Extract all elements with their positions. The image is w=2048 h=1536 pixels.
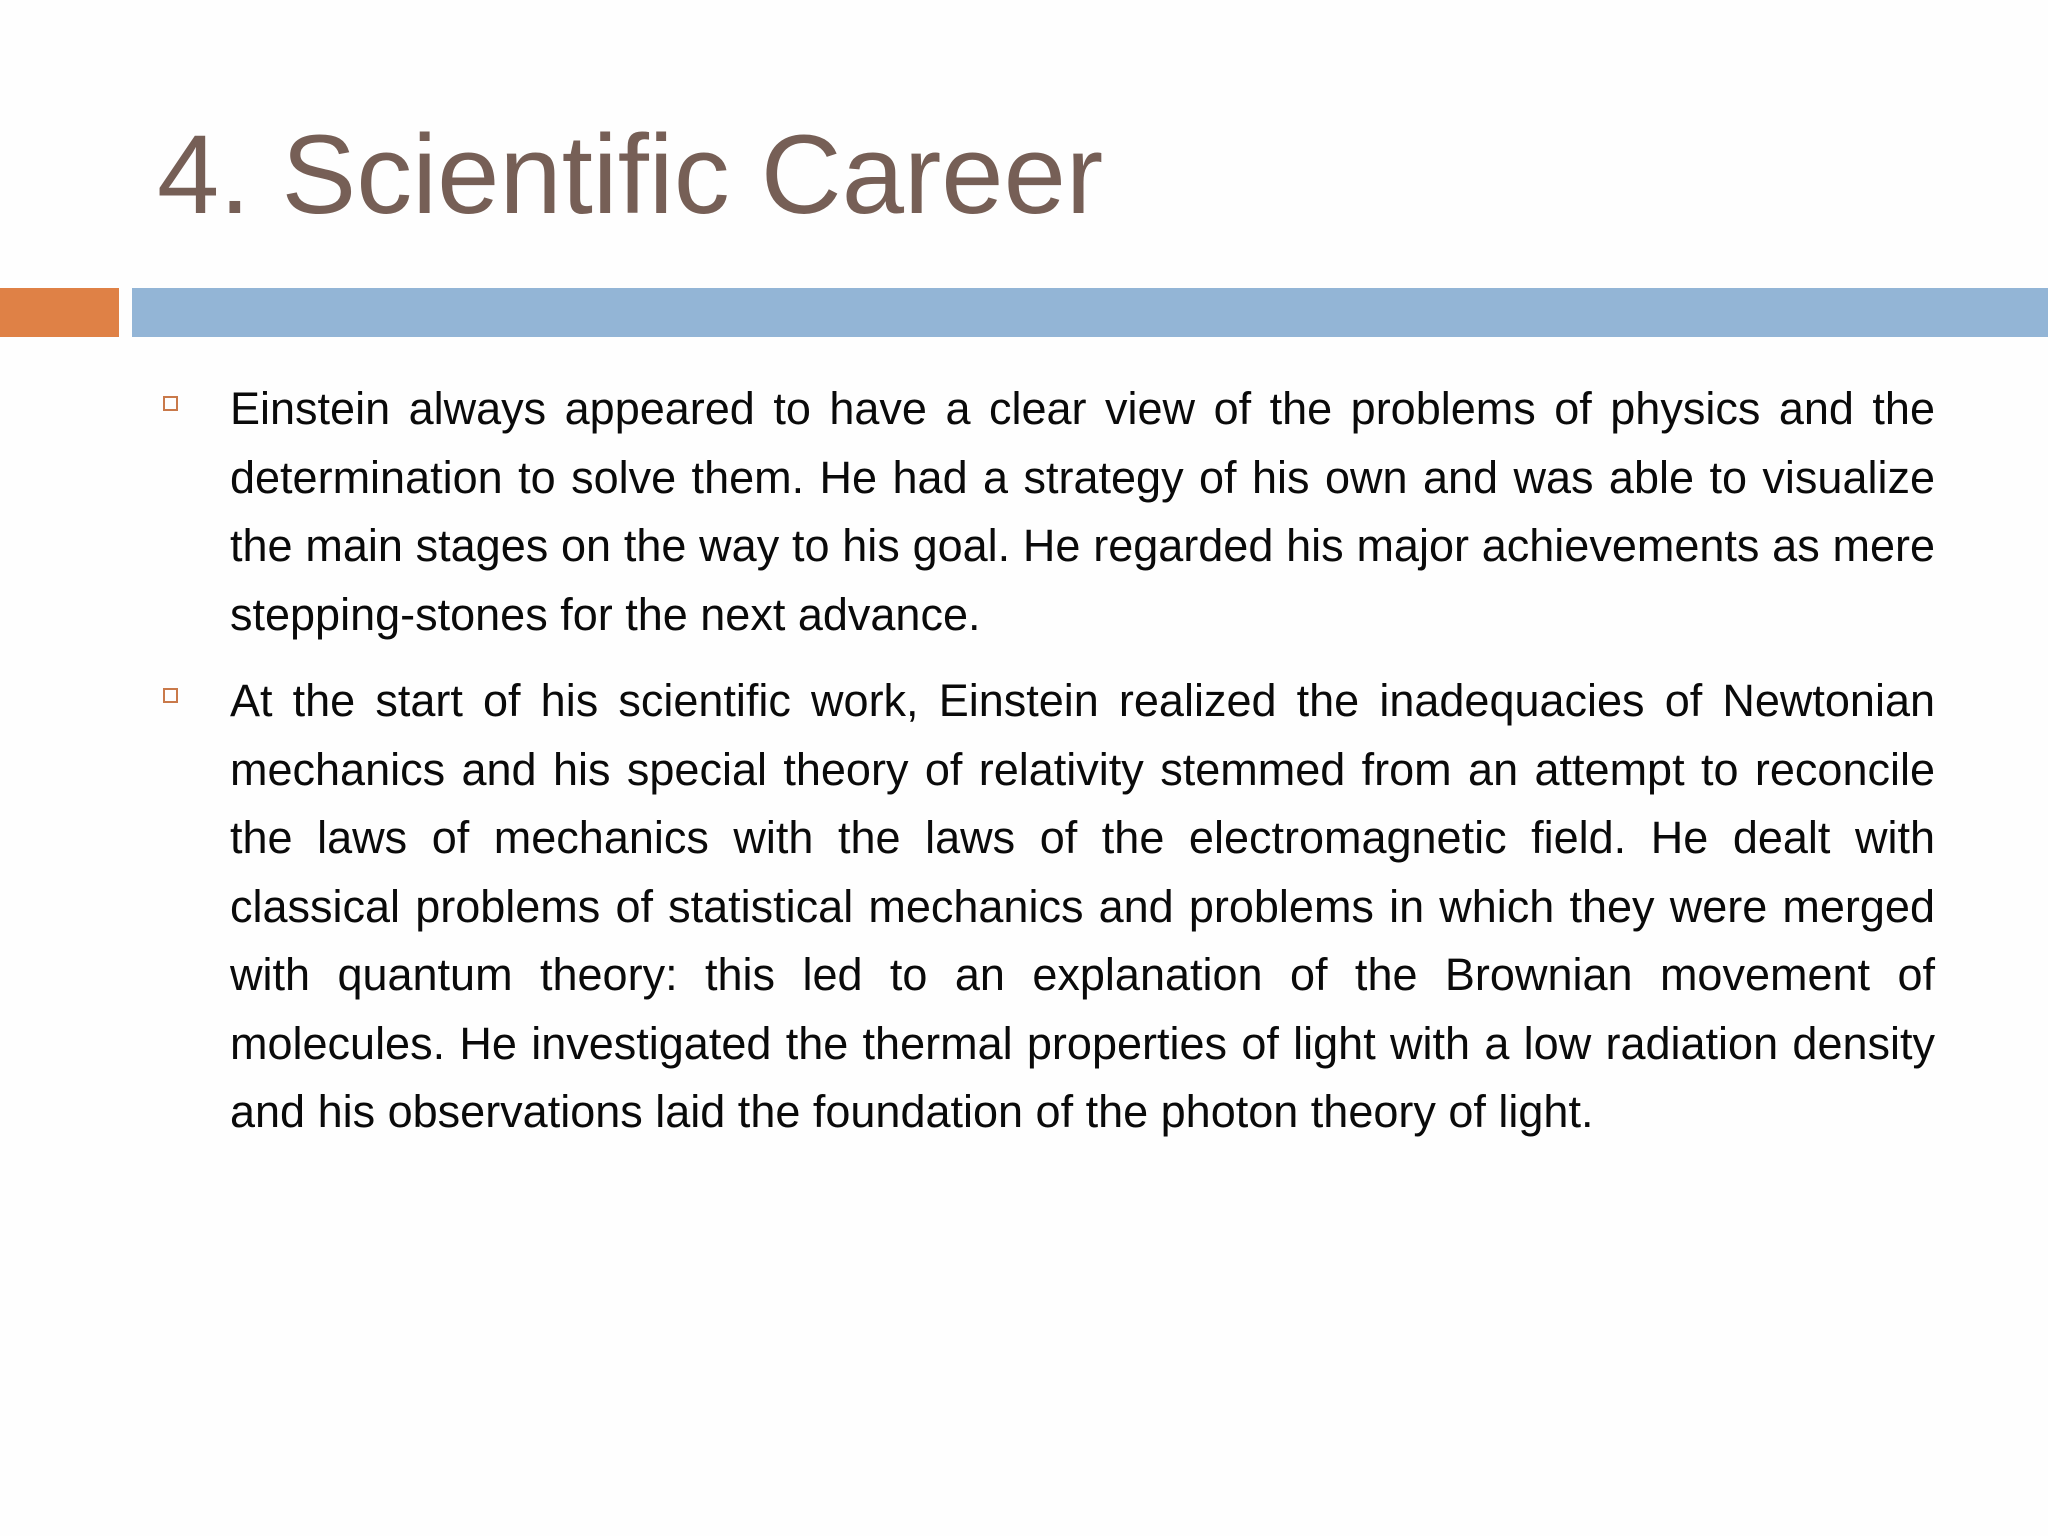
bullet-item: [157, 375, 1935, 649]
hollow-square-bullet-icon: [163, 396, 178, 411]
accent-bar-blue: [132, 288, 2048, 337]
bullet-item: [157, 667, 1935, 1147]
hollow-square-bullet-icon: [163, 688, 178, 703]
bullet-list: [157, 375, 1935, 1165]
slide-title: 4. Scientific Career: [157, 112, 1104, 237]
accent-bar-orange: [0, 288, 119, 337]
bullet-text: Einstein always appeared to have a clear view of the problems of physics and the determination to solve them. He had a strategy of his own and was able to visualize the main stages on the way to his goal. He regarded his major achievements as mere stepping-stones for the next advance.: [230, 383, 1935, 640]
bullet-text: At the start of his scientific work, Einstein realized the inadequacies of Newtonian mechanics and his special theory of relativity stemmed from an attempt to reconcile the laws of mechanics with the laws of the electromagnetic field. He dealt with classical problems of statistical mechanics and problems in which they were merged with quantum theory: this led to an explanation of the Brownian movement of molecules. He investigated the thermal properties of light with a low radiation density and his observations laid the foundation of the photon theory of light.: [230, 675, 1935, 1137]
